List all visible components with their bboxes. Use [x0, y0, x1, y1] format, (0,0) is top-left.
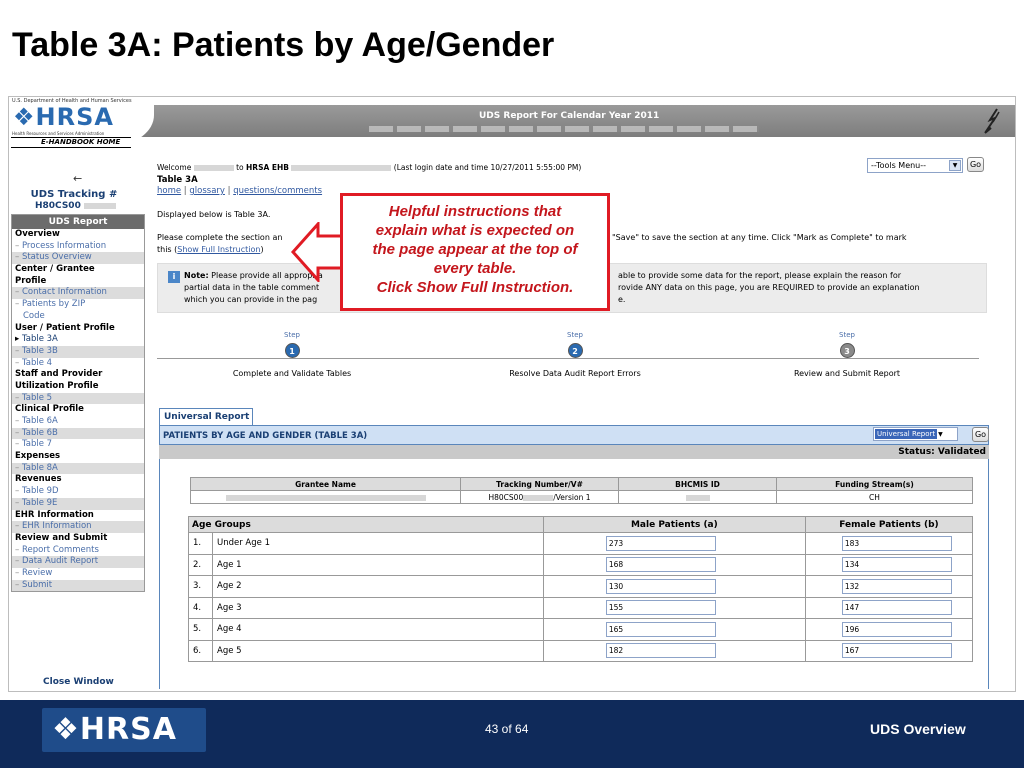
instr-prefix: this ( — [157, 245, 178, 254]
table-row — [189, 576, 973, 598]
glossary-link[interactable]: glossary — [189, 186, 225, 196]
tracking-cell — [461, 491, 619, 504]
age-group-label: Age 1 — [213, 554, 544, 576]
welcome-ehb: HRSA EHB — [246, 163, 290, 172]
home-link[interactable]: home — [157, 186, 182, 196]
displayed-text: Displayed below is Table 3A. — [157, 210, 271, 219]
sidebar-item-table-7[interactable]: – Table 7 — [12, 439, 144, 451]
female-patients-input[interactable]: 183 — [842, 536, 952, 551]
sidebar-item-expenses: Expenses — [12, 451, 144, 463]
sidebar-item-profile: Profile — [12, 276, 144, 288]
tools-menu-select[interactable] — [867, 158, 963, 173]
female-cell — [805, 533, 972, 555]
grantee-name-cell — [191, 491, 461, 504]
age-rows — [189, 533, 973, 662]
male-cell — [543, 576, 805, 598]
footer-title: UDS Overview — [870, 721, 966, 737]
male-header: Male Patients (a) — [543, 517, 805, 533]
bhcmis-cell — [619, 491, 777, 504]
male-patients-input[interactable]: 130 — [606, 579, 716, 594]
note-label: Note: — [184, 271, 209, 280]
step-description: Complete and Validate Tables — [232, 369, 352, 378]
hrsa-logo[interactable]: ❖HRSA — [13, 103, 114, 131]
row-number: 6. — [189, 640, 213, 662]
note-line2: partial data in the table comment — [184, 283, 320, 292]
female-patients-input[interactable]: 196 — [842, 622, 952, 637]
age-group-label: Age 3 — [213, 597, 544, 619]
sidebar-item-table-9d[interactable]: – Table 9D — [12, 486, 144, 498]
note-right — [618, 270, 920, 306]
sidebar-item-data-audit-report[interactable]: – Data Audit Report — [12, 556, 144, 568]
panel-title: PATIENTS BY AGE AND GENDER (TABLE 3A) — [159, 425, 989, 445]
row-number: 3. — [189, 576, 213, 598]
report-title: UDS Report For Calendar Year 2011 — [479, 111, 660, 121]
tracking-text: H80CS00 — [488, 492, 524, 502]
tools-menu-value: --Tools Menu-- — [871, 161, 927, 170]
grantee-header-cell: Grantee Name — [191, 478, 461, 491]
progress-steps — [157, 331, 987, 391]
slide-footer — [0, 700, 1024, 768]
hhs-dept-label: U.S. Department of Health and Human Services — [12, 98, 132, 104]
callout-line: Click Show Full Instruction. — [376, 279, 574, 296]
slide-title: Table 3A: Patients by Age/Gender — [12, 26, 555, 64]
chevron-down-icon[interactable]: ▼ — [949, 160, 961, 171]
female-cell — [805, 554, 972, 576]
show-full-instruction-link[interactable]: Show Full Instruction — [177, 245, 261, 254]
ehb-header-bar — [9, 105, 1015, 137]
grantee-header-row — [191, 478, 973, 491]
table-row — [189, 597, 973, 619]
step-3 — [747, 331, 947, 378]
male-cell — [543, 619, 805, 641]
step-description: Review and Submit Report — [793, 369, 901, 378]
age-groups-table — [188, 516, 973, 662]
row-number: 5. — [189, 619, 213, 641]
sidebar-item-table-9e[interactable]: – Table 9E — [12, 498, 144, 510]
sidebar-item-clinical-profile: Clinical Profile — [12, 404, 144, 416]
tracking-suffix-blurred — [84, 203, 116, 209]
callout-box — [340, 193, 610, 311]
sidebar-item-utilization-profile: Utilization Profile — [12, 381, 144, 393]
status-badge: Status: Validated — [159, 445, 989, 459]
last-login: (Last login date and time 10/27/2011 5:55:00 PM) — [393, 163, 582, 172]
username-blurred — [194, 165, 234, 171]
report-view-select[interactable] — [873, 427, 958, 441]
male-patients-input[interactable]: 168 — [606, 557, 716, 572]
page-title: Table 3A — [157, 175, 198, 185]
sidebar-item-staff-and-provider: Staff and Provider — [12, 369, 144, 381]
age-group-label: Age 2 — [213, 576, 544, 598]
sidebar-item-table-8a[interactable]: – Table 8A — [12, 463, 144, 475]
uds-report-nav — [11, 214, 145, 592]
sidebar-item-review-and-submit: Review and Submit — [12, 533, 144, 545]
grantee-header-cell: BHCMIS ID — [619, 478, 777, 491]
female-cell — [805, 576, 972, 598]
male-cell — [543, 640, 805, 662]
table-content — [159, 459, 989, 689]
sidebar-item-review[interactable]: – Review — [12, 568, 144, 580]
instr-suffix: ) — [260, 245, 264, 254]
callout-line: the page appear at the top of — [372, 241, 578, 258]
info-icon: i — [168, 271, 180, 283]
tracking-blurred — [523, 495, 553, 501]
chevron-down-icon[interactable]: ▼ — [938, 431, 943, 438]
step-number-icon: 2 — [568, 343, 583, 358]
note-right-line2: rovide ANY data on this page, you are REQUIRED to provide an explanation — [618, 283, 920, 292]
male-cell — [543, 597, 805, 619]
note-line3: which you can provide in the pag — [184, 295, 318, 304]
grantee-header-cell: Tracking Number/V# — [461, 478, 619, 491]
female-cell — [805, 619, 972, 641]
age-group-label: Age 4 — [213, 619, 544, 641]
grantee-table — [190, 477, 973, 504]
male-patients-input[interactable]: 273 — [606, 536, 716, 551]
sidebar-item-table-6a[interactable]: – Table 6A — [12, 416, 144, 428]
ehandbook-home-link[interactable]: E-HANDBOOK HOME — [11, 137, 131, 148]
female-header: Female Patients (b) — [805, 517, 972, 533]
row-number: 1. — [189, 533, 213, 555]
grantee-row — [191, 491, 973, 504]
screenshot-frame — [8, 96, 1016, 692]
grantee-header-cell: Funding Stream(s) — [777, 478, 973, 491]
welcome-text: Welcome — [157, 163, 192, 172]
footer-logo-text: ❖HRSA — [52, 712, 177, 747]
funding-cell: CH — [777, 491, 973, 504]
hrsa-logo-subtitle: Health Resources and Services Administration — [12, 131, 105, 136]
male-patients-input[interactable]: 182 — [606, 643, 716, 658]
report-go-button[interactable]: Go — [972, 427, 989, 442]
sidebar-item-process-information[interactable]: – Process Information — [12, 241, 144, 253]
sidebar-item-code[interactable]: Code — [23, 310, 45, 321]
nav-list — [12, 229, 144, 591]
questions-link[interactable]: questions/comments — [233, 186, 323, 196]
age-group-label: Age 5 — [213, 640, 544, 662]
welcome-line — [157, 163, 581, 172]
row-number: 4. — [189, 597, 213, 619]
tracking-label: UDS Tracking # — [30, 189, 118, 200]
note-right-line3: e. — [618, 295, 626, 304]
female-patients-input[interactable]: 134 — [842, 557, 952, 572]
sidebar-item-center-grantee: Center / Grantee — [12, 264, 144, 276]
link-separator: | — [224, 186, 234, 196]
tools-go-button[interactable]: Go — [967, 157, 984, 172]
sidebar-item-patients-by-zip[interactable]: – Patients by ZIP — [12, 299, 144, 311]
callout-line: every table. — [433, 260, 517, 277]
tracking-number — [35, 201, 116, 211]
grantee-info-blurred — [369, 126, 759, 132]
female-patients-input[interactable]: 132 — [842, 579, 952, 594]
breadcrumb-links — [157, 186, 322, 196]
sidebar-item-revenues: Revenues — [12, 474, 144, 486]
step-number-icon: 1 — [285, 343, 300, 358]
sidebar-item-contact-information[interactable]: – Contact Information — [12, 287, 144, 299]
footer-hrsa-logo — [42, 708, 206, 752]
sidebar-item-submit[interactable]: – Submit — [12, 580, 144, 592]
sidebar-item-table-5[interactable]: – Table 5 — [12, 393, 144, 405]
row-number: 2. — [189, 554, 213, 576]
sidebar-item-ehr-information: EHR Information — [12, 510, 144, 522]
org-blurred — [291, 165, 391, 171]
male-cell — [543, 533, 805, 555]
table-row — [189, 533, 973, 555]
sidebar-item-user-patient-profile: User / Patient Profile — [12, 323, 144, 335]
version-text: /Version 1 — [553, 492, 591, 502]
table-row — [189, 554, 973, 576]
note-right-line1: able to provide some data for the report, please explain the reason for — [618, 271, 902, 280]
instr-line1-right: "Save" to save the section at any time. Click "Mark as Complete" to mark — [612, 233, 907, 242]
sidebar-item-table-6b[interactable]: – Table 6B — [12, 428, 144, 440]
report-view-value: Universal Report — [877, 430, 936, 438]
female-patients-input[interactable]: 167 — [842, 643, 952, 658]
table-row — [189, 619, 973, 641]
step-word: Step — [284, 331, 300, 339]
age-group-label: Under Age 1 — [213, 533, 544, 555]
sidebar-item-ehr-information[interactable]: – EHR Information — [12, 521, 144, 533]
sidebar-item-report-comments[interactable]: – Report Comments — [12, 545, 144, 557]
step-word: Step — [839, 331, 855, 339]
sidebar-item-table-4[interactable]: – Table 4 — [12, 358, 144, 370]
grantee-name-blurred — [226, 495, 426, 501]
sidebar-item-status-overview[interactable]: – Status Overview — [12, 252, 144, 264]
step-2 — [475, 331, 675, 378]
male-cell — [543, 554, 805, 576]
note-line1-text: Please provide all appropria — [208, 271, 323, 280]
back-arrow-icon[interactable]: ← — [73, 172, 83, 185]
hhs-eagle-icon — [981, 108, 1001, 134]
nav-title: UDS Report — [12, 215, 144, 229]
callout-line: explain what is expected on — [375, 222, 575, 239]
male-patients-input[interactable]: 155 — [606, 600, 716, 615]
age-groups-header: Age Groups — [189, 517, 544, 533]
female-cell — [805, 597, 972, 619]
sidebar-item-table-3b[interactable]: – Table 3B — [12, 346, 144, 358]
step-1 — [192, 331, 392, 378]
close-window-link[interactable]: Close Window — [43, 677, 114, 687]
female-cell — [805, 640, 972, 662]
sidebar-item-table-3a[interactable]: ▸ Table 3A — [12, 334, 144, 346]
page-number: 43 of 64 — [485, 722, 529, 736]
step-description: Resolve Data Audit Report Errors — [509, 369, 641, 378]
welcome-to: to — [236, 163, 244, 172]
sidebar-item-overview: Overview — [12, 229, 144, 241]
table-row — [189, 640, 973, 662]
bhcmis-blurred — [686, 495, 710, 501]
instr-line1: Please complete the section an — [157, 233, 283, 242]
step-number-icon: 3 — [840, 343, 855, 358]
tracking-number-text: H80CS00 — [35, 201, 81, 211]
callout-line: Helpful instructions that — [388, 203, 562, 220]
male-patients-input[interactable]: 165 — [606, 622, 716, 637]
female-patients-input[interactable]: 147 — [842, 600, 952, 615]
link-separator: | — [181, 186, 190, 196]
tab-universal-report[interactable]: Universal Report — [159, 408, 253, 425]
step-word: Step — [567, 331, 583, 339]
age-header-row — [189, 517, 973, 533]
